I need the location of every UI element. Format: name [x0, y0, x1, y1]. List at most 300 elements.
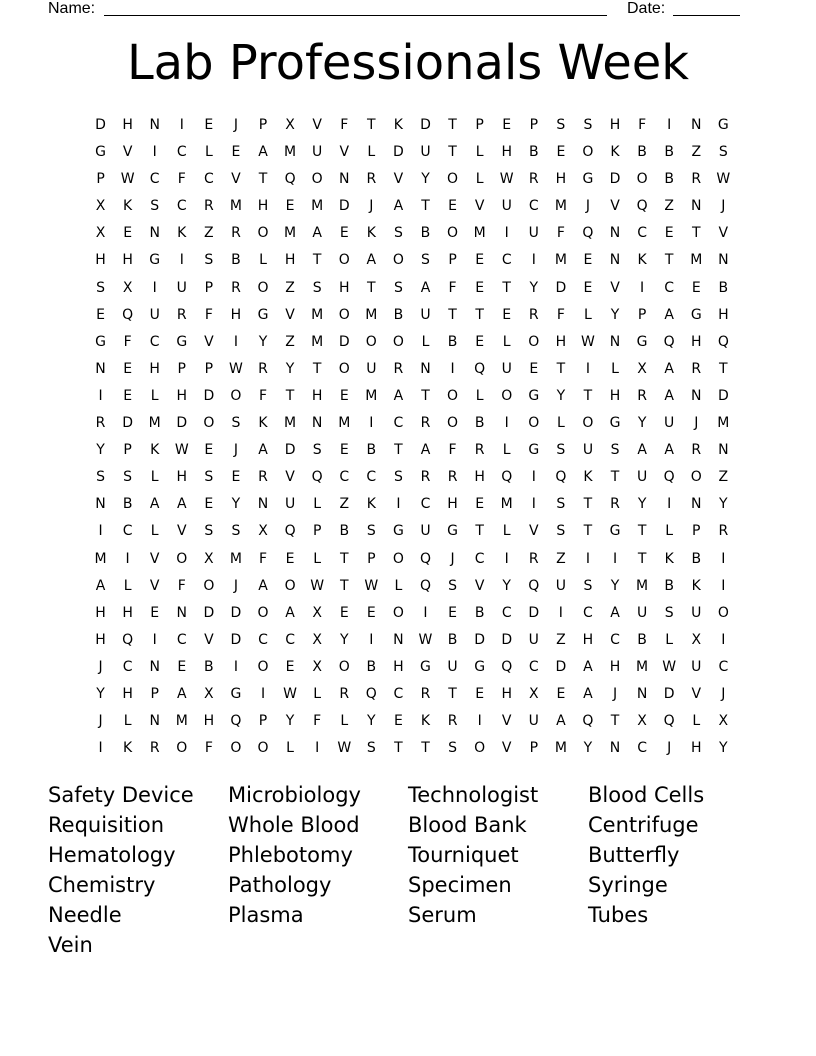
- grid-cell[interactable]: C: [583, 604, 593, 621]
- grid-cell[interactable]: K: [366, 496, 376, 513]
- grid-cell[interactable]: B: [366, 658, 377, 675]
- grid-cell[interactable]: N: [393, 631, 404, 648]
- grid-cell[interactable]: V: [529, 523, 539, 540]
- grid-cell[interactable]: Y: [610, 306, 620, 323]
- grid-cell[interactable]: E: [583, 252, 593, 269]
- grid-cell[interactable]: L: [475, 387, 484, 404]
- grid-cell[interactable]: X: [312, 604, 322, 621]
- grid-cell[interactable]: H: [230, 306, 242, 323]
- grid-cell[interactable]: T: [556, 360, 566, 377]
- grid-cell[interactable]: O: [528, 415, 540, 432]
- grid-cell[interactable]: E: [475, 279, 485, 296]
- grid-cell[interactable]: R: [149, 740, 160, 757]
- grid-cell[interactable]: V: [149, 550, 160, 567]
- grid-cell[interactable]: D: [203, 604, 215, 621]
- grid-cell[interactable]: H: [122, 604, 133, 621]
- grid-cell[interactable]: V: [474, 577, 485, 594]
- grid-cell[interactable]: V: [393, 171, 404, 188]
- grid-cell[interactable]: Q: [717, 333, 729, 350]
- grid-cell[interactable]: M: [94, 550, 107, 567]
- grid-cell[interactable]: D: [555, 658, 567, 675]
- grid-cell[interactable]: V: [204, 333, 214, 350]
- grid-cell[interactable]: T: [312, 360, 322, 377]
- grid-cell[interactable]: K: [664, 550, 674, 567]
- grid-cell[interactable]: N: [311, 415, 323, 432]
- grid-cell[interactable]: G: [230, 685, 242, 702]
- grid-cell[interactable]: B: [447, 631, 458, 648]
- grid-cell[interactable]: I: [504, 225, 509, 242]
- grid-cell[interactable]: X: [204, 685, 214, 702]
- grid-cell[interactable]: H: [122, 117, 133, 133]
- grid-cell[interactable]: J: [585, 198, 591, 215]
- grid-cell[interactable]: Y: [258, 333, 268, 350]
- grid-cell[interactable]: R: [447, 713, 458, 730]
- grid-cell[interactable]: R: [474, 442, 485, 459]
- grid-cell[interactable]: S: [123, 469, 133, 486]
- grid-cell[interactable]: P: [204, 360, 214, 377]
- grid-cell[interactable]: J: [98, 658, 103, 675]
- grid-cell[interactable]: H: [284, 252, 296, 269]
- grid-cell[interactable]: W: [229, 360, 243, 377]
- grid-cell[interactable]: R: [528, 306, 539, 323]
- grid-cell[interactable]: H: [555, 333, 567, 350]
- grid-cell[interactable]: N: [609, 740, 621, 757]
- grid-cell[interactable]: V: [285, 469, 295, 486]
- grid-cell[interactable]: Q: [284, 171, 296, 188]
- grid-cell[interactable]: H: [257, 198, 269, 215]
- grid-cell[interactable]: O: [230, 387, 242, 404]
- grid-cell[interactable]: O: [338, 360, 350, 377]
- grid-cell[interactable]: Q: [474, 360, 486, 377]
- grid-cell[interactable]: N: [149, 225, 160, 242]
- grid-cell[interactable]: Q: [501, 658, 513, 675]
- grid-cell[interactable]: E: [204, 442, 214, 459]
- grid-cell[interactable]: A: [664, 306, 674, 323]
- grid-cell[interactable]: X: [204, 550, 214, 567]
- grid-cell[interactable]: H: [609, 117, 621, 133]
- grid-cell[interactable]: C: [285, 631, 295, 648]
- grid-cell[interactable]: Z: [285, 333, 295, 350]
- grid-cell[interactable]: I: [585, 550, 591, 567]
- grid-cell[interactable]: O: [474, 740, 486, 757]
- grid-cell[interactable]: O: [582, 144, 594, 161]
- grid-cell[interactable]: W: [174, 442, 189, 459]
- grid-cell[interactable]: X: [312, 658, 322, 675]
- grid-cell[interactable]: V: [312, 117, 322, 133]
- grid-cell[interactable]: U: [582, 442, 594, 459]
- grid-cell[interactable]: A: [664, 442, 674, 459]
- grid-cell[interactable]: P: [692, 523, 701, 540]
- grid-cell[interactable]: T: [610, 713, 620, 730]
- grid-cell[interactable]: C: [718, 658, 729, 675]
- grid-cell[interactable]: I: [369, 631, 374, 648]
- grid-cell[interactable]: I: [504, 415, 509, 432]
- grid-cell[interactable]: I: [721, 577, 726, 594]
- grid-cell[interactable]: N: [149, 713, 160, 730]
- grid-cell[interactable]: M: [284, 225, 297, 242]
- grid-cell[interactable]: V: [501, 740, 512, 757]
- grid-cell[interactable]: Z: [339, 496, 350, 513]
- grid-cell[interactable]: H: [501, 685, 512, 702]
- grid-cell[interactable]: I: [640, 279, 645, 296]
- grid-cell[interactable]: U: [501, 198, 512, 215]
- grid-cell[interactable]: Q: [663, 713, 675, 730]
- grid-cell[interactable]: I: [233, 333, 238, 350]
- grid-cell[interactable]: B: [420, 225, 431, 242]
- grid-cell[interactable]: O: [365, 333, 377, 350]
- grid-cell[interactable]: A: [610, 604, 620, 621]
- grid-cell[interactable]: U: [528, 631, 539, 648]
- grid-cell[interactable]: D: [420, 117, 431, 133]
- grid-cell[interactable]: I: [504, 550, 509, 567]
- grid-cell[interactable]: C: [122, 658, 133, 675]
- grid-cell[interactable]: S: [312, 442, 322, 459]
- grid-cell[interactable]: C: [474, 550, 485, 567]
- grid-cell[interactable]: R: [528, 550, 539, 567]
- grid-cell[interactable]: B: [393, 306, 404, 323]
- grid-cell[interactable]: I: [260, 685, 266, 702]
- grid-cell[interactable]: Y: [231, 496, 241, 513]
- grid-cell[interactable]: E: [96, 306, 105, 323]
- grid-cell[interactable]: D: [501, 631, 513, 648]
- grid-cell[interactable]: L: [394, 577, 403, 594]
- grid-cell[interactable]: L: [259, 252, 267, 269]
- grid-cell[interactable]: J: [667, 740, 672, 757]
- grid-cell[interactable]: S: [366, 740, 376, 757]
- grid-cell[interactable]: N: [691, 496, 702, 513]
- grid-cell[interactable]: T: [583, 387, 593, 404]
- grid-cell[interactable]: Q: [419, 577, 431, 594]
- grid-cell[interactable]: S: [556, 496, 566, 513]
- grid-cell[interactable]: H: [122, 252, 133, 269]
- grid-cell[interactable]: E: [285, 550, 295, 567]
- grid-cell[interactable]: P: [529, 740, 539, 757]
- grid-cell[interactable]: T: [448, 144, 457, 161]
- grid-cell[interactable]: Q: [230, 713, 242, 730]
- grid-cell[interactable]: R: [203, 198, 214, 215]
- grid-cell[interactable]: T: [637, 550, 647, 567]
- grid-cell[interactable]: C: [339, 469, 350, 486]
- grid-cell[interactable]: H: [609, 387, 621, 404]
- grid-cell[interactable]: Y: [96, 685, 105, 702]
- grid-cell[interactable]: Y: [556, 387, 566, 404]
- grid-cell[interactable]: L: [475, 144, 484, 161]
- grid-cell[interactable]: O: [447, 171, 459, 188]
- grid-cell[interactable]: D: [717, 387, 729, 404]
- grid-cell[interactable]: I: [531, 496, 536, 513]
- grid-cell[interactable]: M: [554, 252, 567, 269]
- grid-cell[interactable]: R: [420, 469, 431, 486]
- grid-cell[interactable]: E: [583, 279, 593, 296]
- grid-cell[interactable]: U: [420, 523, 431, 540]
- grid-cell[interactable]: G: [474, 658, 486, 675]
- grid-cell[interactable]: U: [501, 360, 512, 377]
- grid-cell[interactable]: E: [339, 387, 349, 404]
- grid-cell[interactable]: C: [176, 198, 187, 215]
- grid-cell[interactable]: N: [609, 333, 621, 350]
- grid-cell[interactable]: A: [95, 577, 106, 594]
- grid-cell[interactable]: A: [258, 144, 268, 161]
- grid-cell[interactable]: E: [529, 360, 539, 377]
- grid-cell[interactable]: S: [556, 523, 566, 540]
- grid-cell[interactable]: U: [636, 469, 648, 486]
- grid-cell[interactable]: R: [420, 415, 431, 432]
- grid-cell[interactable]: T: [719, 360, 728, 377]
- grid-cell[interactable]: I: [667, 117, 672, 133]
- grid-cell[interactable]: J: [721, 198, 726, 215]
- grid-cell[interactable]: G: [447, 523, 458, 540]
- grid-cell[interactable]: V: [501, 713, 512, 730]
- grid-cell[interactable]: H: [176, 387, 188, 404]
- grid-cell[interactable]: N: [95, 496, 106, 513]
- grid-cell[interactable]: L: [204, 144, 213, 161]
- grid-cell[interactable]: C: [122, 523, 133, 540]
- grid-cell[interactable]: S: [448, 577, 457, 594]
- grid-cell[interactable]: A: [637, 442, 647, 459]
- grid-cell[interactable]: C: [258, 631, 268, 648]
- grid-cell[interactable]: F: [204, 740, 213, 757]
- grid-cell[interactable]: H: [203, 713, 215, 730]
- grid-cell[interactable]: S: [96, 279, 105, 296]
- grid-cell[interactable]: H: [609, 658, 621, 675]
- grid-cell[interactable]: J: [694, 415, 699, 432]
- grid-cell[interactable]: T: [664, 252, 674, 269]
- grid-cell[interactable]: A: [149, 496, 160, 513]
- grid-cell[interactable]: S: [231, 523, 241, 540]
- grid-cell[interactable]: D: [338, 333, 350, 350]
- grid-cell[interactable]: T: [583, 496, 593, 513]
- grid-cell[interactable]: G: [582, 171, 594, 188]
- grid-cell[interactable]: S: [583, 577, 593, 594]
- grid-cell[interactable]: E: [664, 225, 674, 242]
- grid-cell[interactable]: L: [286, 740, 294, 757]
- grid-cell[interactable]: Y: [719, 740, 728, 757]
- grid-cell[interactable]: S: [312, 279, 322, 296]
- grid-cell[interactable]: F: [177, 577, 186, 594]
- grid-cell[interactable]: U: [420, 144, 431, 161]
- grid-cell[interactable]: M: [554, 740, 567, 757]
- grid-cell[interactable]: O: [528, 333, 540, 350]
- grid-cell[interactable]: K: [123, 740, 133, 757]
- grid-cell[interactable]: E: [393, 713, 403, 730]
- grid-cell[interactable]: L: [123, 577, 132, 594]
- grid-cell[interactable]: I: [152, 279, 157, 296]
- grid-cell[interactable]: F: [638, 117, 647, 133]
- grid-cell[interactable]: F: [556, 225, 565, 242]
- grid-cell[interactable]: U: [664, 415, 675, 432]
- grid-cell[interactable]: N: [609, 252, 621, 269]
- grid-cell[interactable]: B: [664, 577, 674, 594]
- grid-cell[interactable]: T: [258, 171, 268, 188]
- grid-cell[interactable]: L: [150, 387, 159, 404]
- grid-cell[interactable]: Y: [637, 496, 647, 513]
- grid-cell[interactable]: W: [337, 740, 352, 757]
- grid-cell[interactable]: M: [717, 415, 730, 432]
- grid-cell[interactable]: R: [637, 387, 647, 404]
- grid-cell[interactable]: E: [556, 685, 566, 702]
- grid-cell[interactable]: K: [177, 225, 187, 242]
- grid-cell[interactable]: B: [637, 631, 647, 648]
- grid-cell[interactable]: P: [150, 685, 159, 702]
- grid-cell[interactable]: V: [610, 279, 620, 296]
- grid-cell[interactable]: S: [556, 117, 566, 133]
- grid-cell[interactable]: I: [369, 415, 374, 432]
- grid-cell[interactable]: B: [718, 279, 729, 296]
- grid-cell[interactable]: O: [176, 550, 188, 567]
- grid-cell[interactable]: E: [204, 496, 214, 513]
- grid-cell[interactable]: Q: [663, 333, 675, 350]
- grid-cell[interactable]: O: [690, 469, 702, 486]
- grid-cell[interactable]: T: [394, 442, 403, 459]
- grid-cell[interactable]: T: [691, 225, 701, 242]
- grid-cell[interactable]: R: [366, 171, 377, 188]
- grid-cell[interactable]: X: [637, 713, 647, 730]
- grid-cell[interactable]: G: [717, 117, 729, 133]
- grid-cell[interactable]: L: [313, 496, 322, 513]
- grid-cell[interactable]: B: [339, 523, 350, 540]
- grid-cell[interactable]: I: [152, 144, 157, 161]
- grid-cell[interactable]: Q: [555, 469, 567, 486]
- grid-cell[interactable]: X: [637, 360, 647, 377]
- grid-cell[interactable]: H: [582, 631, 594, 648]
- grid-cell[interactable]: W: [364, 577, 379, 594]
- grid-cell[interactable]: D: [230, 631, 242, 648]
- grid-cell[interactable]: S: [393, 225, 403, 242]
- grid-cell[interactable]: E: [339, 604, 349, 621]
- grid-cell[interactable]: X: [285, 117, 295, 133]
- grid-cell[interactable]: I: [477, 713, 482, 730]
- grid-cell[interactable]: C: [637, 225, 647, 242]
- grid-cell[interactable]: W: [310, 577, 325, 594]
- grid-cell[interactable]: S: [150, 198, 160, 215]
- grid-cell[interactable]: O: [311, 171, 323, 188]
- grid-cell[interactable]: O: [257, 658, 269, 675]
- grid-cell[interactable]: S: [366, 523, 376, 540]
- grid-cell[interactable]: Z: [556, 631, 566, 648]
- grid-cell[interactable]: V: [176, 523, 187, 540]
- grid-cell[interactable]: O: [582, 415, 594, 432]
- grid-cell[interactable]: C: [637, 740, 647, 757]
- grid-cell[interactable]: D: [122, 415, 133, 432]
- grid-cell[interactable]: N: [718, 252, 729, 269]
- grid-cell[interactable]: M: [636, 577, 649, 594]
- grid-cell[interactable]: U: [176, 279, 187, 296]
- grid-cell[interactable]: N: [718, 442, 729, 459]
- grid-cell[interactable]: R: [691, 360, 702, 377]
- grid-cell[interactable]: Z: [285, 279, 295, 296]
- grid-cell[interactable]: S: [204, 469, 214, 486]
- grid-cell[interactable]: X: [258, 523, 268, 540]
- grid-cell[interactable]: Z: [691, 144, 702, 161]
- grid-cell[interactable]: H: [393, 658, 404, 675]
- grid-cell[interactable]: O: [636, 171, 648, 188]
- grid-cell[interactable]: D: [528, 604, 540, 621]
- name-line[interactable]: [104, 15, 607, 16]
- grid-cell[interactable]: C: [176, 144, 187, 161]
- grid-cell[interactable]: M: [365, 306, 378, 323]
- grid-cell[interactable]: W: [283, 685, 297, 702]
- grid-cell[interactable]: I: [450, 360, 455, 377]
- grid-cell[interactable]: U: [312, 144, 323, 161]
- grid-cell[interactable]: F: [556, 306, 565, 323]
- grid-cell[interactable]: V: [285, 306, 295, 323]
- grid-cell[interactable]: I: [315, 740, 320, 757]
- grid-cell[interactable]: F: [448, 442, 457, 459]
- grid-cell[interactable]: K: [637, 252, 647, 269]
- grid-cell[interactable]: G: [690, 306, 702, 323]
- grid-cell[interactable]: G: [95, 333, 106, 350]
- grid-cell[interactable]: U: [636, 604, 648, 621]
- grid-cell[interactable]: L: [475, 171, 484, 188]
- grid-cell[interactable]: P: [177, 360, 186, 377]
- grid-cell[interactable]: L: [665, 631, 674, 648]
- grid-cell[interactable]: E: [177, 658, 187, 675]
- grid-cell[interactable]: Z: [204, 225, 214, 242]
- grid-cell[interactable]: S: [718, 144, 728, 161]
- grid-cell[interactable]: H: [149, 360, 160, 377]
- grid-cell[interactable]: O: [338, 252, 350, 269]
- grid-cell[interactable]: F: [448, 279, 457, 296]
- grid-cell[interactable]: H: [122, 685, 133, 702]
- grid-cell[interactable]: E: [150, 604, 160, 621]
- grid-cell[interactable]: R: [95, 415, 106, 432]
- grid-cell[interactable]: M: [311, 333, 324, 350]
- grid-cell[interactable]: P: [96, 171, 105, 188]
- grid-cell[interactable]: R: [258, 469, 268, 486]
- grid-cell[interactable]: I: [423, 604, 428, 621]
- grid-cell[interactable]: B: [691, 550, 702, 567]
- grid-cell[interactable]: Y: [637, 415, 647, 432]
- grid-cell[interactable]: X: [528, 685, 539, 702]
- grid-cell[interactable]: L: [367, 144, 376, 161]
- grid-cell[interactable]: I: [125, 550, 130, 567]
- grid-cell[interactable]: T: [448, 117, 457, 133]
- grid-cell[interactable]: A: [366, 252, 377, 269]
- grid-cell[interactable]: O: [501, 387, 513, 404]
- grid-cell[interactable]: Q: [528, 577, 540, 594]
- grid-cell[interactable]: R: [691, 442, 702, 459]
- grid-cell[interactable]: S: [204, 523, 214, 540]
- grid-cell[interactable]: T: [312, 252, 322, 269]
- grid-cell[interactable]: N: [636, 685, 648, 702]
- grid-cell[interactable]: L: [340, 713, 349, 730]
- grid-cell[interactable]: U: [528, 713, 539, 730]
- grid-cell[interactable]: C: [528, 198, 539, 215]
- grid-cell[interactable]: F: [258, 550, 268, 567]
- grid-cell[interactable]: U: [691, 658, 702, 675]
- grid-cell[interactable]: R: [176, 306, 187, 323]
- grid-cell[interactable]: I: [179, 117, 184, 133]
- grid-cell[interactable]: V: [149, 577, 160, 594]
- grid-cell[interactable]: G: [95, 144, 106, 161]
- grid-cell[interactable]: L: [150, 523, 159, 540]
- grid-cell[interactable]: P: [258, 117, 268, 133]
- grid-cell[interactable]: S: [393, 469, 403, 486]
- grid-cell[interactable]: T: [475, 523, 484, 540]
- grid-cell[interactable]: K: [420, 713, 431, 730]
- grid-cell[interactable]: N: [257, 496, 269, 513]
- grid-cell[interactable]: Q: [501, 469, 513, 486]
- grid-cell[interactable]: T: [583, 523, 593, 540]
- grid-cell[interactable]: G: [176, 333, 188, 350]
- grid-cell[interactable]: Q: [582, 713, 594, 730]
- grid-cell[interactable]: R: [610, 496, 620, 513]
- grid-cell[interactable]: N: [691, 198, 702, 215]
- grid-cell[interactable]: D: [663, 685, 675, 702]
- grid-cell[interactable]: D: [609, 171, 621, 188]
- grid-cell[interactable]: V: [610, 198, 620, 215]
- grid-cell[interactable]: M: [554, 198, 567, 215]
